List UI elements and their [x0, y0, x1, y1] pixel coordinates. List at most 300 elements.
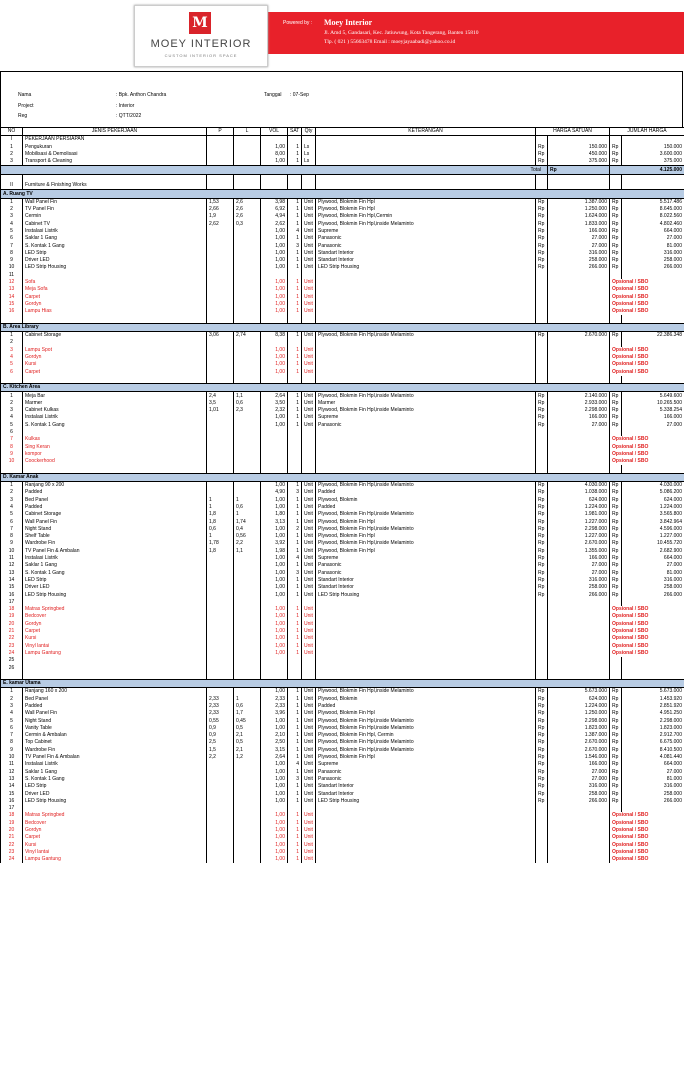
item-no: 16 — [1, 591, 23, 598]
item-p — [207, 250, 234, 257]
item-p: 1 — [207, 533, 234, 540]
item-vol: 1,00 — [261, 264, 288, 271]
unit-price: 2.298.000 — [548, 717, 610, 724]
item-p — [207, 489, 234, 496]
price-currency: Rp — [536, 518, 548, 525]
item-name: Kursi — [23, 361, 207, 368]
item-vol: 1,00 — [261, 526, 288, 533]
total-currency: Rp — [610, 703, 622, 710]
item-l — [234, 264, 261, 271]
unit-price — [548, 650, 610, 657]
item-unit: Unit — [302, 347, 316, 354]
item-unit: Unit — [302, 591, 316, 598]
table-row — [1, 717, 684, 724]
item-unit: Unit — [302, 650, 316, 657]
col-header: P — [207, 128, 234, 136]
item-qty: 1 — [288, 849, 302, 856]
item-description: Supreme — [316, 555, 536, 562]
blank-cell — [1, 174, 23, 182]
price-currency: Rp — [536, 739, 548, 746]
item-qty: 3 — [288, 242, 302, 249]
blank-cell — [622, 672, 684, 680]
item-unit: Unit — [302, 228, 316, 235]
item-vol — [261, 272, 288, 279]
item-unit: Unit — [302, 392, 316, 400]
price-currency: Rp — [536, 798, 548, 805]
item-qty — [288, 182, 302, 190]
price-currency — [536, 294, 548, 301]
item-l: 1 — [234, 696, 261, 703]
item-l — [234, 635, 261, 642]
item-l — [234, 584, 261, 591]
blank-cell — [234, 376, 261, 384]
item-p — [207, 294, 234, 301]
item-unit: Unit — [302, 577, 316, 584]
item-description — [316, 361, 536, 368]
unit-price: 27.000 — [548, 776, 610, 783]
item-p — [207, 599, 234, 606]
item-l — [234, 628, 261, 635]
table-row — [1, 688, 684, 696]
item-no: 6 — [1, 429, 23, 436]
item-vol: 1,00 — [261, 286, 288, 293]
item-vol: 2,62 — [261, 221, 288, 228]
unit-price — [548, 272, 610, 279]
item-qty: 1 — [288, 584, 302, 591]
item-no: 3 — [1, 213, 23, 220]
item-p — [207, 136, 234, 144]
price-currency — [536, 136, 548, 144]
item-l: 2,6 — [234, 213, 261, 220]
item-unit — [302, 182, 316, 190]
item-description: Panasonic — [316, 562, 536, 569]
total-price — [622, 272, 684, 279]
item-vol — [261, 339, 288, 346]
item-l — [234, 294, 261, 301]
unit-price — [548, 279, 610, 286]
item-p — [207, 570, 234, 577]
item-vol: 1,00 — [261, 783, 288, 790]
item-vol — [261, 443, 288, 450]
item-unit — [302, 443, 316, 450]
item-l — [234, 414, 261, 421]
item-description: Padded — [316, 489, 536, 496]
item-qty: 3 — [288, 776, 302, 783]
item-description: Plywood, Blokmin Fin Hpl, Cermin — [316, 732, 536, 739]
table-row — [1, 591, 684, 598]
unit-price: 316.000 — [548, 250, 610, 257]
item-p: 2,33 — [207, 703, 234, 710]
item-unit — [302, 429, 316, 436]
total-price: 2.912.700 — [622, 732, 684, 739]
total-price: Opsional / SBO — [610, 606, 684, 613]
item-no: 3 — [1, 407, 23, 414]
item-description — [316, 628, 536, 635]
item-no: 8 — [1, 533, 23, 540]
total-currency: Rp — [610, 481, 622, 489]
total-price: 81.000 — [622, 776, 684, 783]
item-l: 2,6 — [234, 198, 261, 206]
item-qty: 1 — [288, 213, 302, 220]
item-qty: 1 — [288, 856, 302, 863]
item-name: LED Strip Housing — [23, 798, 207, 805]
item-l — [234, 776, 261, 783]
blank-cell — [1, 672, 23, 680]
item-qty: 1 — [288, 250, 302, 257]
item-description: Plywood, Blokmin Fin Hpl,inside Melaminto — [316, 332, 536, 340]
item-no: 1 — [1, 481, 23, 489]
item-l: 1,2 — [234, 754, 261, 761]
price-currency — [536, 286, 548, 293]
item-l: 2,1 — [234, 732, 261, 739]
item-l — [234, 642, 261, 649]
item-name: Carpet — [23, 294, 207, 301]
blank-cell — [234, 465, 261, 473]
total-price: 316.000 — [622, 250, 684, 257]
table-row — [1, 732, 684, 739]
price-currency — [536, 834, 548, 841]
unit-price: 266.000 — [548, 798, 610, 805]
price-currency: Rp — [536, 497, 548, 504]
item-unit — [302, 657, 316, 664]
blank-cell — [23, 465, 207, 473]
unit-price — [548, 294, 610, 301]
item-description — [316, 136, 536, 144]
total-price: Opsional / SBO — [610, 628, 684, 635]
price-currency: Rp — [536, 400, 548, 407]
total-price: 3.600.000 — [622, 151, 684, 158]
item-unit: Ls — [302, 151, 316, 158]
total-price — [622, 599, 684, 606]
total-price: Opsional / SBO — [610, 279, 684, 286]
item-no: 1 — [1, 144, 23, 151]
item-no: 10 — [1, 548, 23, 555]
item-p: 2,5 — [207, 739, 234, 746]
item-description — [316, 856, 536, 863]
total-amount: 4.125.000 — [610, 166, 684, 174]
item-name: Vinyl lantai — [23, 849, 207, 856]
total-price: Opsional / SBO — [610, 458, 684, 465]
item-name: Vanity Table — [23, 725, 207, 732]
total-price: 3.565.800 — [622, 511, 684, 518]
unit-price: 266.000 — [548, 591, 610, 598]
item-qty: 1 — [288, 518, 302, 525]
unit-price: 1.981.000 — [548, 511, 610, 518]
item-unit: Ls — [302, 144, 316, 151]
price-currency — [536, 812, 548, 819]
item-qty — [288, 272, 302, 279]
price-currency: Rp — [536, 235, 548, 242]
item-no: 10 — [1, 754, 23, 761]
item-vol: 6,92 — [261, 206, 288, 213]
item-name: Top Cabinet — [23, 739, 207, 746]
total-currency — [610, 429, 622, 436]
item-vol: 1,00 — [261, 613, 288, 620]
total-currency: Rp — [610, 257, 622, 264]
item-unit: Unit — [302, 526, 316, 533]
item-description: Plywood, Blokmin Fin Hpl,inside Melaminto — [316, 725, 536, 732]
item-l — [234, 577, 261, 584]
total-price — [622, 182, 684, 190]
item-p — [207, 613, 234, 620]
unit-price: 2.298.000 — [548, 407, 610, 414]
item-description: Panasonic — [316, 776, 536, 783]
blank-cell — [302, 465, 316, 473]
item-qty: 1 — [288, 308, 302, 315]
total-price: Opsional / SBO — [610, 613, 684, 620]
item-l — [234, 481, 261, 489]
item-vol: 1,00 — [261, 769, 288, 776]
item-description: LED Strip Housing — [316, 591, 536, 598]
item-l — [234, 436, 261, 443]
item-vol: 1,00 — [261, 562, 288, 569]
total-currency — [610, 664, 622, 671]
blank-cell — [316, 465, 536, 473]
item-no: 16 — [1, 308, 23, 315]
item-vol: 1,00 — [261, 812, 288, 819]
item-vol: 1,98 — [261, 548, 288, 555]
item-vol — [261, 136, 288, 144]
table-body — [1, 128, 684, 864]
blank-cell — [536, 174, 548, 182]
item-no: 12 — [1, 562, 23, 569]
item-unit: Unit — [302, 710, 316, 717]
item-unit — [302, 599, 316, 606]
total-currency: Rp — [610, 584, 622, 591]
item-qty: 3 — [288, 489, 302, 496]
total-currency: Rp — [610, 518, 622, 525]
section-title: A. Ruang TV — [1, 190, 684, 198]
col-header: HARGA SATUAN — [536, 128, 610, 136]
total-currency — [610, 136, 622, 144]
total-currency: Rp — [610, 555, 622, 562]
col-header: NO — [1, 128, 23, 136]
total-price: 22.386.348 — [622, 332, 684, 340]
item-qty: 1 — [288, 361, 302, 368]
price-currency: Rp — [536, 696, 548, 703]
item-no: 15 — [1, 301, 23, 308]
item-qty: 1 — [288, 392, 302, 400]
item-no: II — [1, 182, 23, 190]
table-row — [1, 198, 684, 206]
item-p — [207, 849, 234, 856]
section-header — [1, 323, 684, 331]
company-logo — [134, 5, 268, 67]
total-currency: Rp — [610, 696, 622, 703]
item-qty: 1 — [288, 481, 302, 489]
total-price: Opsional / SBO — [610, 856, 684, 863]
item-no: 13 — [1, 776, 23, 783]
section-title: E. kamar Utama — [1, 679, 684, 687]
item-p: 1,01 — [207, 407, 234, 414]
item-qty: 1 — [288, 422, 302, 429]
item-vol: 1,00 — [261, 242, 288, 249]
item-unit: Unit — [302, 783, 316, 790]
item-unit: Unit — [302, 257, 316, 264]
total-currency: Rp — [610, 489, 622, 496]
item-description: Plywood, Blokmin Fin Hpl,inside Melaminto — [316, 688, 536, 696]
table-row — [1, 664, 684, 671]
item-description: Plywood, Blokmin Fin Hpl,inside Melaminto — [316, 407, 536, 414]
item-no: 5 — [1, 422, 23, 429]
item-no: 14 — [1, 577, 23, 584]
item-vol — [261, 429, 288, 436]
item-l — [234, 369, 261, 376]
item-qty: 1 — [288, 606, 302, 613]
unit-price: 2.670.000 — [548, 540, 610, 547]
item-vol: 1,00 — [261, 257, 288, 264]
item-vol: 1,00 — [261, 849, 288, 856]
item-unit: Ls — [302, 158, 316, 166]
unit-price — [548, 308, 610, 315]
price-currency: Rp — [536, 264, 548, 271]
item-l — [234, 458, 261, 465]
item-unit — [302, 451, 316, 458]
item-vol: 1,00 — [261, 577, 288, 584]
optional-item-row — [1, 361, 684, 368]
blank-cell — [302, 672, 316, 680]
total-price: 27.000 — [622, 769, 684, 776]
item-description — [316, 849, 536, 856]
item-description: Standart Interior — [316, 783, 536, 790]
item-name: Pengukuran — [23, 144, 207, 151]
item-name: Gordyn — [23, 354, 207, 361]
item-vol: 2,64 — [261, 392, 288, 400]
item-no: 6 — [1, 369, 23, 376]
item-vol: 1,00 — [261, 279, 288, 286]
price-currency — [536, 279, 548, 286]
total-price: 1.224.000 — [622, 504, 684, 511]
company-address: Jl. Amd 5, Gandasari, Kec. Jatiuwung, Kota Tangerang, Banten 15810 — [324, 30, 479, 36]
item-name: Carpet — [23, 834, 207, 841]
item-vol: 1,00 — [261, 354, 288, 361]
item-no: 11 — [1, 761, 23, 768]
total-currency: Rp — [610, 717, 622, 724]
item-name: Marmer — [23, 400, 207, 407]
table-row — [1, 761, 684, 768]
item-l — [234, 489, 261, 496]
item-vol — [261, 664, 288, 671]
item-no: 15 — [1, 790, 23, 797]
item-vol: 1,00 — [261, 798, 288, 805]
unit-price — [548, 805, 610, 812]
item-name: Lampu Hias — [23, 308, 207, 315]
total-price: Opsional / SBO — [610, 443, 684, 450]
price-currency: Rp — [536, 198, 548, 206]
unit-price: 258.000 — [548, 790, 610, 797]
item-name — [23, 599, 207, 606]
item-vol: 1,00 — [261, 414, 288, 421]
item-qty: 1 — [288, 577, 302, 584]
optional-item-row — [1, 369, 684, 376]
item-unit: Unit — [302, 221, 316, 228]
item-no: 19 — [1, 820, 23, 827]
item-name: Cabinet Storage — [23, 332, 207, 340]
item-no: 2 — [1, 489, 23, 496]
table-row — [1, 392, 684, 400]
blank-cell — [610, 465, 622, 473]
unit-price: 258.000 — [548, 257, 610, 264]
project-label: Project — [18, 103, 34, 109]
total-currency: Rp — [610, 221, 622, 228]
item-p — [207, 264, 234, 271]
item-name: Lampu Gantung — [23, 856, 207, 863]
item-qty: 1 — [288, 696, 302, 703]
item-no: 7 — [1, 242, 23, 249]
item-l — [234, 562, 261, 569]
item-vol — [261, 599, 288, 606]
optional-item-row — [1, 820, 684, 827]
item-no: 7 — [1, 526, 23, 533]
item-qty — [288, 599, 302, 606]
item-name: Saklar 1 Gang — [23, 235, 207, 242]
item-vol: 1,00 — [261, 642, 288, 649]
item-p — [207, 422, 234, 429]
item-l — [234, 308, 261, 315]
item-vol: 1,00 — [261, 606, 288, 613]
item-unit: Unit — [302, 827, 316, 834]
item-name: Instalasi Listrik — [23, 414, 207, 421]
item-vol: 2,10 — [261, 732, 288, 739]
item-name: S. Kontak 1 Gang — [23, 242, 207, 249]
item-qty — [288, 436, 302, 443]
unit-price: 150.000 — [548, 144, 610, 151]
blank-cell — [548, 315, 610, 323]
total-currency: Rp — [610, 769, 622, 776]
item-description: Plywood, Blokmin — [316, 696, 536, 703]
total-price: Opsional / SBO — [610, 369, 684, 376]
price-currency: Rp — [536, 710, 548, 717]
item-p — [207, 606, 234, 613]
unit-price — [548, 354, 610, 361]
unit-price — [548, 369, 610, 376]
table-row — [1, 332, 684, 340]
item-name: Mobilisasi & Demolisasi — [23, 151, 207, 158]
logo-mark-icon: M — [189, 12, 211, 34]
optional-item-row — [1, 451, 684, 458]
item-no: 5 — [1, 511, 23, 518]
item-no: 3 — [1, 703, 23, 710]
total-currency: Rp — [610, 754, 622, 761]
unit-price: 1.250.000 — [548, 206, 610, 213]
item-description — [316, 599, 536, 606]
total-price: 5.649.600 — [622, 392, 684, 400]
item-no: 5 — [1, 717, 23, 724]
item-no: 4 — [1, 414, 23, 421]
item-name: Furniture & Finishing Works — [23, 182, 207, 190]
total-currency: Rp — [610, 725, 622, 732]
item-unit — [302, 136, 316, 144]
item-p — [207, 776, 234, 783]
blank-cell — [23, 174, 207, 182]
blank-cell — [610, 672, 622, 680]
blank-cell — [261, 672, 288, 680]
item-qty — [288, 458, 302, 465]
item-qty: 1 — [288, 347, 302, 354]
blank-cell — [316, 672, 536, 680]
blank-cell — [302, 174, 316, 182]
item-qty: 1 — [288, 732, 302, 739]
item-p — [207, 798, 234, 805]
item-qty: 1 — [288, 642, 302, 649]
item-l: 2,2 — [234, 540, 261, 547]
item-unit: Unit — [302, 703, 316, 710]
item-p — [207, 272, 234, 279]
total-price: 150.000 — [622, 144, 684, 151]
price-currency: Rp — [536, 577, 548, 584]
quotation-table — [0, 127, 684, 863]
item-no: 3 — [1, 347, 23, 354]
